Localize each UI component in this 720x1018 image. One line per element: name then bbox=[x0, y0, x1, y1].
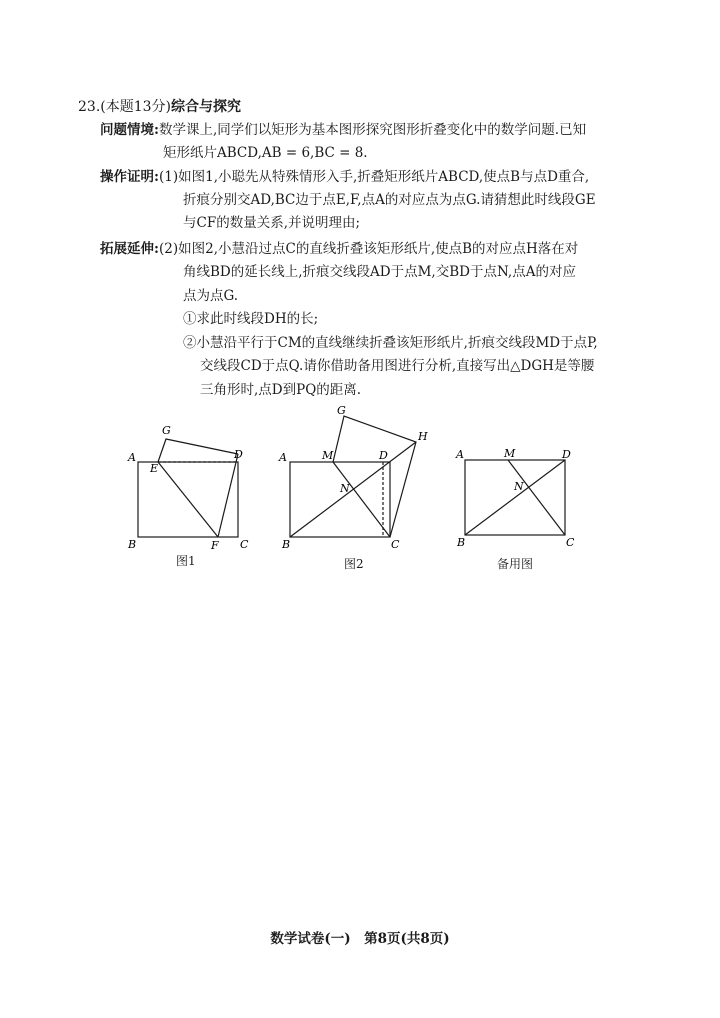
fig2-label-b: B bbox=[282, 538, 291, 551]
question-score: (本题13分) bbox=[100, 99, 172, 115]
fig3-label-m: M bbox=[504, 447, 516, 460]
sub2-text-2: 交线段CD于点Q.请你借助备用图进行分析,直接写出△DGH是等腰 bbox=[200, 358, 595, 374]
fig3-crease-cm bbox=[508, 460, 565, 535]
fig3-label-n: N bbox=[514, 480, 524, 493]
sub1-row bbox=[183, 308, 318, 331]
context-text-2: 矩形纸片ABCD,AB = 6,BC = 8. bbox=[163, 145, 368, 161]
fig2-label-h: H bbox=[418, 430, 428, 443]
proof-row-1 bbox=[100, 166, 589, 189]
figure-2 bbox=[275, 405, 435, 555]
fig1-label-b: B bbox=[128, 538, 137, 551]
fig2-label-d: D bbox=[379, 449, 388, 462]
fig1-label-a: A bbox=[128, 451, 136, 464]
fig2-label-m: M bbox=[322, 449, 334, 462]
fig1-label-f: F bbox=[211, 539, 219, 552]
proof-row-3 bbox=[183, 212, 360, 235]
proof-text-2: 折痕分别交AD,BC边于点E,F,点A的对应点为点G.请猜想此时线段GE bbox=[183, 192, 596, 208]
fig2-label-g: G bbox=[337, 405, 346, 417]
fig1-crease-ef bbox=[158, 462, 218, 537]
question-number: 23. bbox=[78, 99, 101, 115]
fig2-diagonal-bh bbox=[290, 442, 416, 537]
ext-row-3 bbox=[183, 285, 238, 308]
ext-text-1: (2)如图2,小慧沿过点C的直线折叠该矩形纸片,使点B的对应点H落在对 bbox=[158, 241, 579, 257]
question-header bbox=[78, 96, 241, 116]
fig3-label-b: B bbox=[457, 536, 466, 549]
fig1-label-g: G bbox=[162, 424, 171, 437]
context-label: 问题情境: bbox=[100, 122, 159, 138]
context-row-1 bbox=[100, 119, 586, 142]
sub2-text-1: ②小慧沿平行于CM的直线继续折叠该矩形纸片,折痕交线段MD于点P, bbox=[183, 335, 598, 351]
sub2-row-3 bbox=[200, 379, 361, 402]
fig2-label-n: N bbox=[340, 482, 350, 495]
proof-text-3: 与CF的数量关系,并说明理由; bbox=[183, 215, 361, 231]
fig2-folded-edge bbox=[333, 416, 416, 537]
fig1-folded-edge bbox=[158, 439, 238, 462]
proof-label: 操作证明: bbox=[100, 169, 159, 185]
ext-row-1 bbox=[100, 238, 578, 261]
ext-row-2 bbox=[183, 261, 576, 284]
fig2-crease-cm bbox=[333, 462, 390, 537]
sub2-row-1 bbox=[183, 332, 598, 355]
sub2-row-2 bbox=[200, 355, 594, 378]
proof-text-1: (1)如图1,小聪先从特殊情形入手,折叠矩形纸片ABCD,使点B与点D重合, bbox=[158, 169, 590, 185]
context-row-2 bbox=[163, 142, 368, 165]
fig1-label-e: E bbox=[150, 462, 159, 475]
fig1-caption: 图1 bbox=[176, 554, 196, 568]
figure-spare bbox=[450, 440, 580, 555]
sub2-text-3: 三角形时,点D到PQ的距离. bbox=[200, 382, 362, 398]
question-title: 综合与探究 bbox=[171, 99, 242, 115]
page-footer: 数学试卷(一) 第8页(共8页) bbox=[270, 931, 450, 947]
fig1-folded-dc bbox=[218, 454, 238, 537]
figure-1 bbox=[120, 420, 260, 555]
ext-label: 拓展延伸: bbox=[100, 241, 159, 257]
fig1-label-d: D bbox=[234, 448, 243, 461]
fig1-label-c: C bbox=[240, 538, 249, 551]
fig3-caption: 备用图 bbox=[497, 557, 534, 571]
ext-text-3: 点为点G. bbox=[183, 288, 239, 304]
fig3-diagonal-bd bbox=[465, 460, 565, 535]
ext-text-2: 角线BD的延长线上,折痕交线段AD于点M,交BD于点N,点A的对应 bbox=[183, 264, 576, 280]
fig2-label-a: A bbox=[279, 451, 287, 464]
fig3-label-a: A bbox=[456, 448, 464, 461]
fig2-caption: 图2 bbox=[344, 557, 364, 571]
fig3-label-d: D bbox=[562, 448, 571, 461]
proof-row-2 bbox=[183, 189, 596, 212]
context-text-1: 数学课上,同学们以矩形为基本图形探究图形折叠变化中的数学问题.已知 bbox=[158, 122, 587, 138]
fig3-label-c: C bbox=[566, 536, 575, 549]
fig2-label-c: C bbox=[391, 538, 400, 551]
sub1-text: ①求此时线段DH的长; bbox=[183, 311, 319, 327]
